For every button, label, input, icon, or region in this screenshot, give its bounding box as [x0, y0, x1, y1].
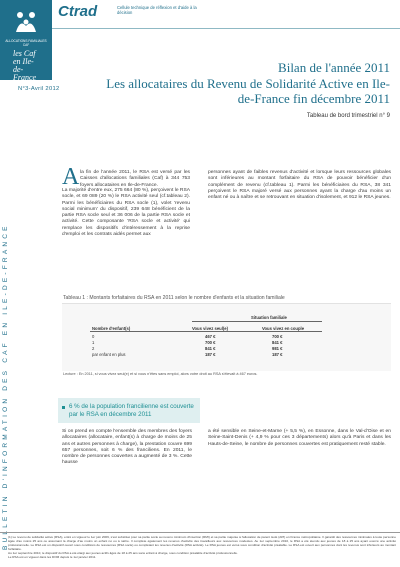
- logo-subtitle: ALLOCATIONS FAMILIALES CAF: [5, 39, 47, 47]
- table-cell: 2: [92, 346, 95, 351]
- header-divider: [52, 28, 400, 29]
- footnote-3: Le RSA est en vigueur dans les DOM depuis le 1er janvier 2011.: [8, 554, 97, 559]
- table-cell: 467 €: [205, 334, 216, 339]
- table-cell: 841 €: [205, 346, 216, 351]
- tableau-label: Tableau de bord trimestriel n° 9: [306, 113, 390, 119]
- section2-col2: a été sensible en Seine-et-Marne (+ 5,5 %), en Essonne, dans le Val-d'Oise et en Seine-Saint-Denis (+ 4,9 % pour ces 3 départements) alors qu'à Paris et dans les Hauts-de-Seine, le nombre de personnes couvertes est pratiquement resté stable.: [208, 429, 391, 447]
- brand-subtitle: Cellule technique de réflexion et d'aide à la décision: [117, 5, 197, 15]
- table-cell: 981 €: [272, 346, 283, 351]
- bullet-square-icon: [62, 406, 65, 409]
- page-title: Bilan de l'année 2011: [278, 60, 390, 75]
- family-icon: [14, 10, 38, 36]
- table-cell: par enfant en plus: [92, 352, 126, 357]
- footnotes: [8, 536, 396, 559]
- footnote-rule: [0, 532, 400, 533]
- caf-logo: [0, 0, 52, 80]
- table-cell: 1: [92, 340, 95, 345]
- table-group-header: Situation familiale: [251, 315, 287, 320]
- table-caption: Tableau 1 : Montants forfaitaires du RSA en 2011 selon le nombre d'enfants et la situation familiale: [63, 295, 285, 301]
- logo-caf-text: les Caf en Ile-de-France: [13, 49, 37, 82]
- table-group-rule: [192, 321, 322, 322]
- brand-name: Ctrad: [58, 3, 98, 20]
- intro-col1-b: La majorité d'entre eux, 275 664 (80 %), perçoivent le RSA socle, et 69 089 (20 %) le RSA activité seul (cf.tableau 2). Parmi les bénéficiaires du RSA socle (1), volet 'revenu social minimum' du dispositif, 239 648 bénéficient de la partie RSA socle seul et 36 006 de la partie RSA socle et activité. Cette composante 'RSA socle et activité' qui remplace les dispositifs d'intéressement à la reprise d'emploi et les contrats aidés permet aux: [62, 188, 190, 238]
- table-col-header: Vous vivez en couple: [262, 326, 305, 331]
- table-lecture-note: Lecture : En 2011, si vous vivez seul(e) et si vous n'êtes sans emploi, alors votre droit au RSA s'élevait à 467 euros.: [63, 372, 258, 376]
- footnote-2: Au 1er septembre 2010, le dispositif du RSA a été élargi aux jeunes actifs âgés de 18 à 25 ans sans enfant à charge, sous condition préalable d'activité professionnelle.: [8, 550, 238, 555]
- table-cell: 187 €: [272, 352, 283, 357]
- table-col-header: Vous vivez seul(e): [192, 326, 228, 331]
- dropcap: A: [62, 164, 80, 190]
- table-cell: 187 €: [205, 352, 216, 357]
- intro-col2: personnes ayant de faibles revenus d'activité et lorsque leurs ressources globales sont inférieures au montant forfaitaire du RSA de pouvoir bénéficier d'un complément de revenu (cf.tableau 1). Parmi les bénéficiaires du RSA, 38 341 perçoivent le RSA majoré versé aux personnes ayant la charge d'au moins un enfant né ou à naître et se retrouvant en situation d'isolement, et 912 le RSA jeunes.: [208, 170, 391, 201]
- issue-number: N°3-Avril 2012: [18, 86, 60, 92]
- intro-col1-a: la fin de l'année 2011, le RSA est versé par les Caisses d'allocations familiales (Caf) à 344 753 foyers allocataires en Ile-de-France.: [80, 170, 190, 188]
- sidebar-bulletin-label: BULLETIN D'INFORMATION DES CAF EN ILE-DE-FRANCE: [2, 223, 9, 550]
- page-subtitle: Les allocataires du Revenu de Solidarité Active en Ile-de-France fin décembre 2011: [106, 76, 390, 106]
- footnote-1: (1) Le revenu de solidarité active (RSA), entré en vigueur le 1er juin 2009, s'est substitué pour sa partie socle au revenu minimum d'insertion (RMI) et sa partie majorée à l'allocation de parent isolé (API) en France métropolitaine. Il garantit des ressources minimales à toute personne âgée d'au moins 25 ans ou assumant la charge d'au moins un enfant né ou à naître. Il complète également les revenus d'activité des travailleurs aux ressources modestes. Au 1er septembre 2010, le RSA a été étendu aux jeunes de 18 à 25 ans ayant exercé une activité professionnelle. Le RSA est un dispositif ouvert sous conditions de ressources (RSA socle) ou complétant les revenus d'activité (RSA activité). Le RSA jeunes est versé sous condition d'activité préalable. Le RSA est ouvert aux personnes dont les revenus sont inférieurs au montant forfaitaire.: [8, 535, 396, 551]
- section-title: 6 % de la population francilienne est couverte par le RSA en décembre 2011: [69, 403, 194, 418]
- table-cell: 700 €: [205, 340, 216, 345]
- table-cell: 841 €: [272, 340, 283, 345]
- section2-col1: Si on prend en compte l'ensemble des membres des foyers allocataires (allocataire, enfant(s) à charge de moins de 25 ans et autres personnes à charge), la prestation couvre 699 657 personnes, soit 6 % des franciliens. En 2011, le nombre de personnes couvertes a augmenté de 3 %. Cette hausse: [62, 429, 192, 466]
- table-box: [62, 303, 391, 371]
- table-cell: 0: [92, 334, 95, 339]
- table-header-rule: [90, 331, 322, 332]
- table-cell: 700 €: [272, 334, 283, 339]
- table-col-header: Nombre d'enfant(s): [92, 326, 131, 331]
